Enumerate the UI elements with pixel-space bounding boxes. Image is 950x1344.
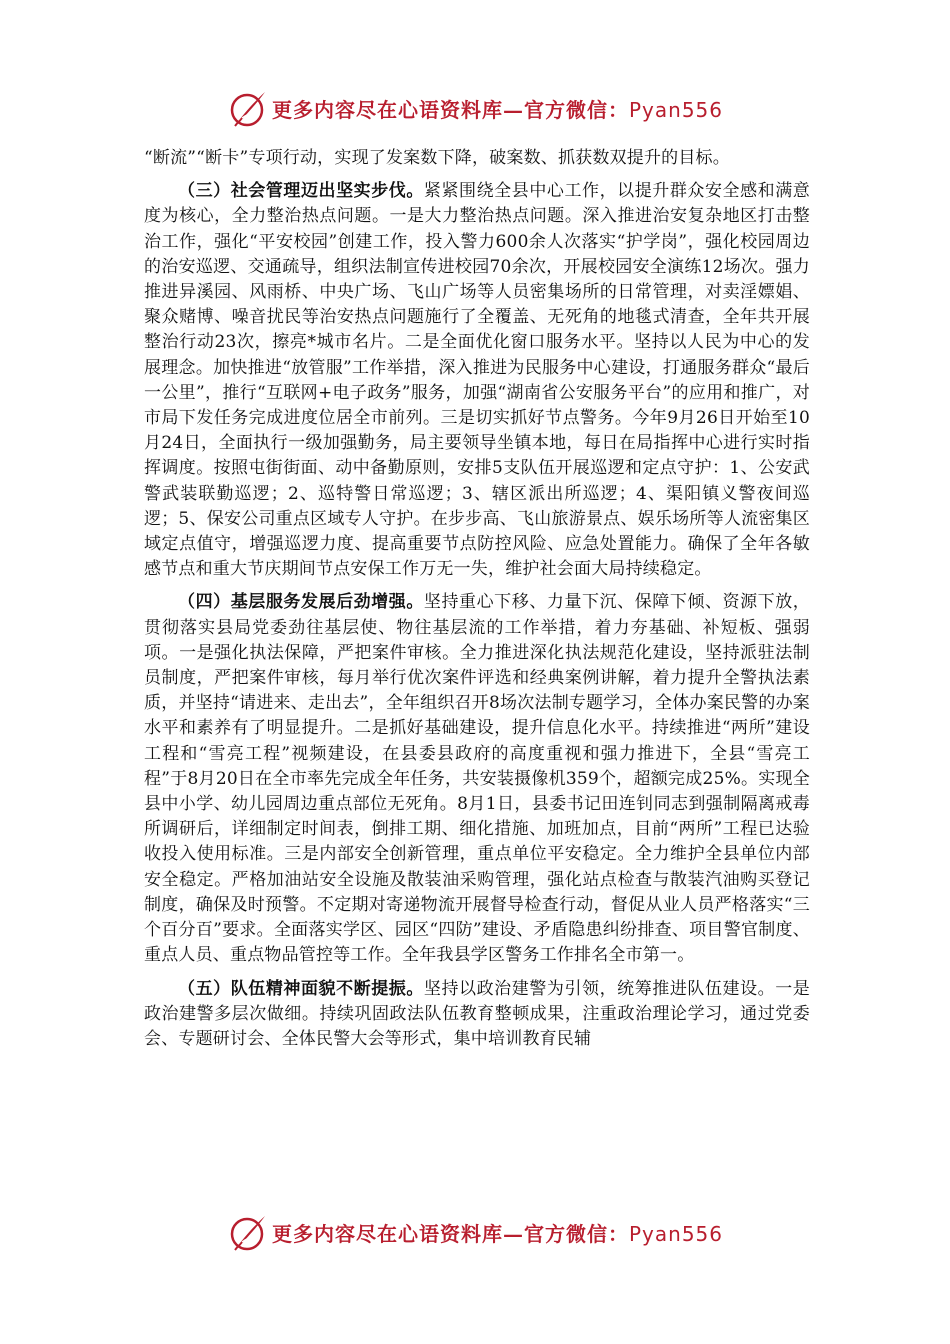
- paragraph-text: 紧紧围绕全县中心工作，以提升群众安全感和满意度为核心，全力整治热点问题。一是大力整治热点问题。深入推进治安复杂地区打击整治工作，强化“平安校园”创建工作，投入警力600余人次落实“护学岗”，强化校园周边的治安巡逻、交通疏导，组织法制宣传进校园70余次，开展校园安全演练12场次。强力推进异溪园、风雨桥、中央广场、飞山广场等人员密集场所的日常管理，对卖淫嫖娼、聚众赌博、噪音扰民等治安热点问题施行了全覆盖、无死角的地毯式清查，全年共开展整治行动23次，擦亮*城市名片。二是全面优化窗口服务水平。坚持以人民为中心的发展理念。加快推进“放管服”工作举措，深入推进为民服务中心建设，打通服务群众“最后一公里”，推行“互联网+电子政务”服务，加强“湖南省公安服务平台”的应用和推广，对市局下发任务完成进度位居全市前列。三是切实抓好节点警务。今年9月26日开始至10月24日，全面执行一级加强勤务，局主要领导坐镇本地，每日在局指挥中心进行实时指挥调度。按照屯街街面、动中备勤原则，安排5支队伍开展巡逻和定点守护：1、公安武警武装联勤巡逻；2、巡特警日常巡逻；3、辖区派出所巡逻；4、渠阳镇义警夜间巡逻；5、保安公司重点区域专人守护。在步步高、飞山旅游景点、娱乐场所等人流密集区域定点值守，增强巡逻力度、提高重要节点防控风险、应急处置能力。确保了全年各敏感节点和重大节庆期间节点安保工作万无一失，维护社会面大局持续稳定。: [144, 181, 810, 580]
- footer-watermark-banner: [0, 1208, 950, 1254]
- paragraph-section-4: [144, 590, 810, 968]
- section-heading: （四）基层服务发展后劲增强。: [178, 592, 424, 613]
- paragraph-text: “断流”“断卡”专项行动，实现了发案数下降，破案数、抓获数双提升的目标。: [144, 148, 730, 168]
- watermark-brand-id: Pyan556: [629, 1221, 724, 1246]
- header-watermark-banner: [0, 84, 950, 130]
- document-body: [144, 146, 810, 1060]
- paragraph-text: 坚持以政治建警为引领，统筹推进队伍建设。一是政治建警多层次做细。持续巩固政法队伍教育整顿成果，注重政治理论学习，通过党委会、专题研讨会、全体民警大会等形式，集中培训教育民辅: [144, 978, 810, 1049]
- watermark-text: [272, 1218, 723, 1247]
- paragraph-text: 坚持重心下移、力量下沉、保障下倾、资源下放，贯彻落实县局党委劲往基层使、物往基层流的工作举措，着力夯基础、补短板、强弱项。一是强化执法保障，严把案件审核。全力推进深化执法规范化建设，坚持派驻法制员制度，严把案件审核，每月举行优次案件评选和经典案例讲解，着力提升全警执法素质，并坚持“请进来、走出去”，全年组织召开8场次法制专题学习，全体办案民警的办案水平和素养有了明显提升。二是抓好基础建设，提升信息化水平。持续推进“两所”建设工程和“雪亮工程”视频建设，在县委县政府的高度重视和强力推进下，全县“雪亮工程”于8月20日在全市率先完成全年任务，共安装摄像机359个，超额完成25%。实现全县中小学、幼儿园周边重点部位无死角。8月1日，县委书记田连钊同志到强制隔离戒毒所调研后，详细制定时间表，倒排工期、细化措施、加班加点，目前“两所”工程已达验收投入使用标准。三是内部安全创新管理，重点单位平安稳定。全力维护全县单位内部安全稳定。严格加油站安全设施及散装油采购管理，强化站点检查与散装汽油购买登记制度，确保及时预警。不定期对寄递物流开展督导检查行动，督促从业人员严格落实“三个百分百”要求。全面落实学区、园区“四防”建设、矛盾隐患纠纷排查、项目警官制度、重点人员、重点物品管控等工作。全年我县学区警务工作排名全市第一。: [144, 592, 810, 966]
- section-heading: （五）队伍精神面貌不断提振。: [178, 978, 424, 999]
- paragraph-section-3: [144, 179, 810, 582]
- watermark-text: [272, 94, 723, 123]
- quill-pen-icon: [228, 1212, 268, 1252]
- paragraph-section-5: [144, 977, 810, 1053]
- quill-pen-icon: [228, 88, 268, 128]
- watermark-main-text: 更多内容尽在心语资料库—官方微信：: [272, 1221, 629, 1246]
- paragraph-continuation: [144, 146, 810, 171]
- watermark-brand-id: Pyan556: [629, 97, 724, 122]
- section-heading: （三）社会管理迈出坚实步伐。: [178, 181, 424, 202]
- watermark-main-text: 更多内容尽在心语资料库—官方微信：: [272, 97, 629, 122]
